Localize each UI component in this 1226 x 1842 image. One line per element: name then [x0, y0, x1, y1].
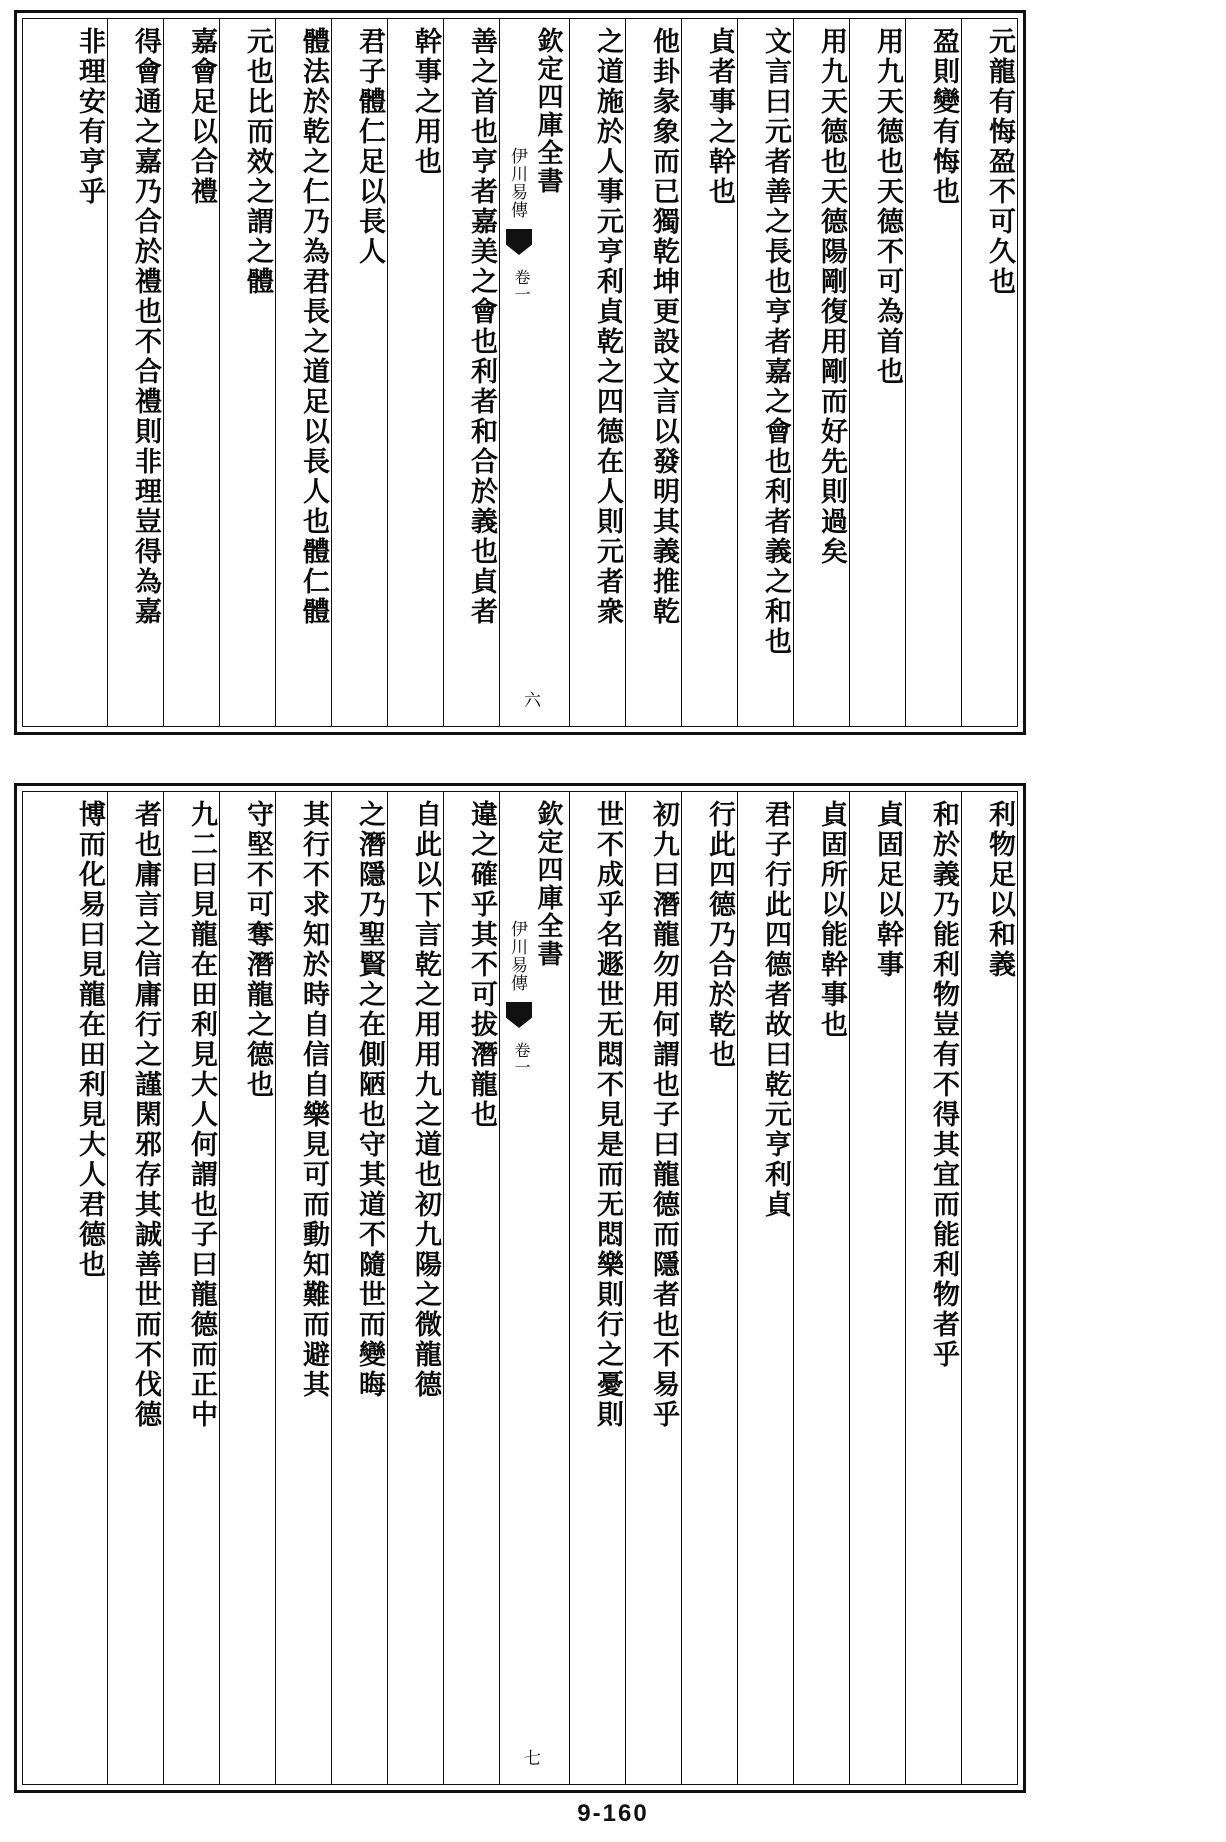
text-column: 幹事之用也: [387, 19, 443, 726]
text-column: 守堅不可奪潛龍之德也: [219, 792, 275, 1784]
text-column: 其行不求知於時自信自樂見可而動知難而避其: [275, 792, 331, 1784]
text-column: 元龍有悔盈不可久也: [961, 19, 1017, 726]
text-column: 非理安有亨乎: [74, 27, 105, 207]
center-strip-title: 欽定四庫全書: [533, 800, 563, 968]
text-column: 之潛隱乃聖賢之在側陋也守其道不隨世而變晦: [331, 792, 387, 1784]
text-column: 貞固所以能幹事也: [793, 792, 849, 1784]
text-block-top: [14, 10, 1026, 735]
text-column: 和於義乃能利物豈有不得其宜而能利物者乎: [905, 792, 961, 1784]
text-column: 世不成乎名遯世无悶不見是而无悶樂則行之憂則: [569, 792, 625, 1784]
center-strip-juan: 卷一: [512, 1042, 531, 1076]
text-column: 博而化易曰見龍在田利見大人君德也: [74, 800, 105, 1280]
center-strip-page: 七: [520, 1749, 540, 1766]
fishtail-icon: [506, 229, 532, 255]
text-column: 得會通之嘉乃合於禮也不合禮則非理豈得為嘉: [107, 19, 163, 726]
fishtail-icon: [506, 1002, 532, 1028]
text-column: 元也比而效之謂之體: [219, 19, 275, 726]
text-column: 初九曰潛龍勿用何謂也子曰龍德而隱者也不易乎: [625, 792, 681, 1784]
text-block-bottom-inner: [22, 791, 1018, 1785]
center-strip: [499, 19, 569, 726]
text-column: 善之首也亨者嘉美之會也利者和合於義也貞者: [443, 19, 499, 726]
text-column: 貞者事之幹也: [681, 19, 737, 726]
center-strip-page: 六: [520, 691, 540, 708]
text-column: 用九天德也天德不可為首也: [849, 19, 905, 726]
text-column: 盈則變有悔也: [905, 19, 961, 726]
center-strip: [499, 792, 569, 1784]
text-column: 貞固足以幹事: [849, 792, 905, 1784]
text-column: 九二曰見龍在田利見大人何謂也子曰龍德而正中: [163, 792, 219, 1784]
text-column: 自此以下言乾之用用九之道也初九陽之微龍德: [387, 792, 443, 1784]
text-column: 君子行此四德者故曰乾元亨利貞: [737, 792, 793, 1784]
center-strip-title: 欽定四庫全書: [533, 27, 563, 195]
text-column: 之道施於人事元亨利貞乾之四德在人則元者衆: [569, 19, 625, 726]
text-column: 者也庸言之信庸行之謹閑邪存其誠善世而不伐德: [107, 792, 163, 1784]
text-column: 文言曰元者善之長也亨者嘉之會也利者義之和也: [737, 19, 793, 726]
text-column: 君子體仁足以長人: [331, 19, 387, 726]
text-column: 體法於乾之仁乃為君長之道足以長人也體仁體: [275, 19, 331, 726]
center-strip-juan: 卷一: [512, 269, 531, 303]
text-column: 嘉會足以合禮: [163, 19, 219, 726]
text-column: 違之確乎其不可拔潛龍也: [443, 792, 499, 1784]
folio-number: 9-160: [577, 1800, 649, 1827]
text-block-top-inner: [22, 18, 1018, 727]
text-column: 用九天德也天德陽剛復用剛而好先則過矣: [793, 19, 849, 726]
center-strip-work: 伊川易傳: [507, 920, 527, 992]
text-column: 利物足以和義: [961, 792, 1017, 1784]
center-strip-work: 伊川易傳: [507, 147, 527, 219]
text-block-bottom: [14, 783, 1026, 1793]
text-column: 行此四德乃合於乾也: [681, 792, 737, 1784]
text-column: 他卦彖象而已獨乾坤更設文言以發明其義推乾: [625, 19, 681, 726]
